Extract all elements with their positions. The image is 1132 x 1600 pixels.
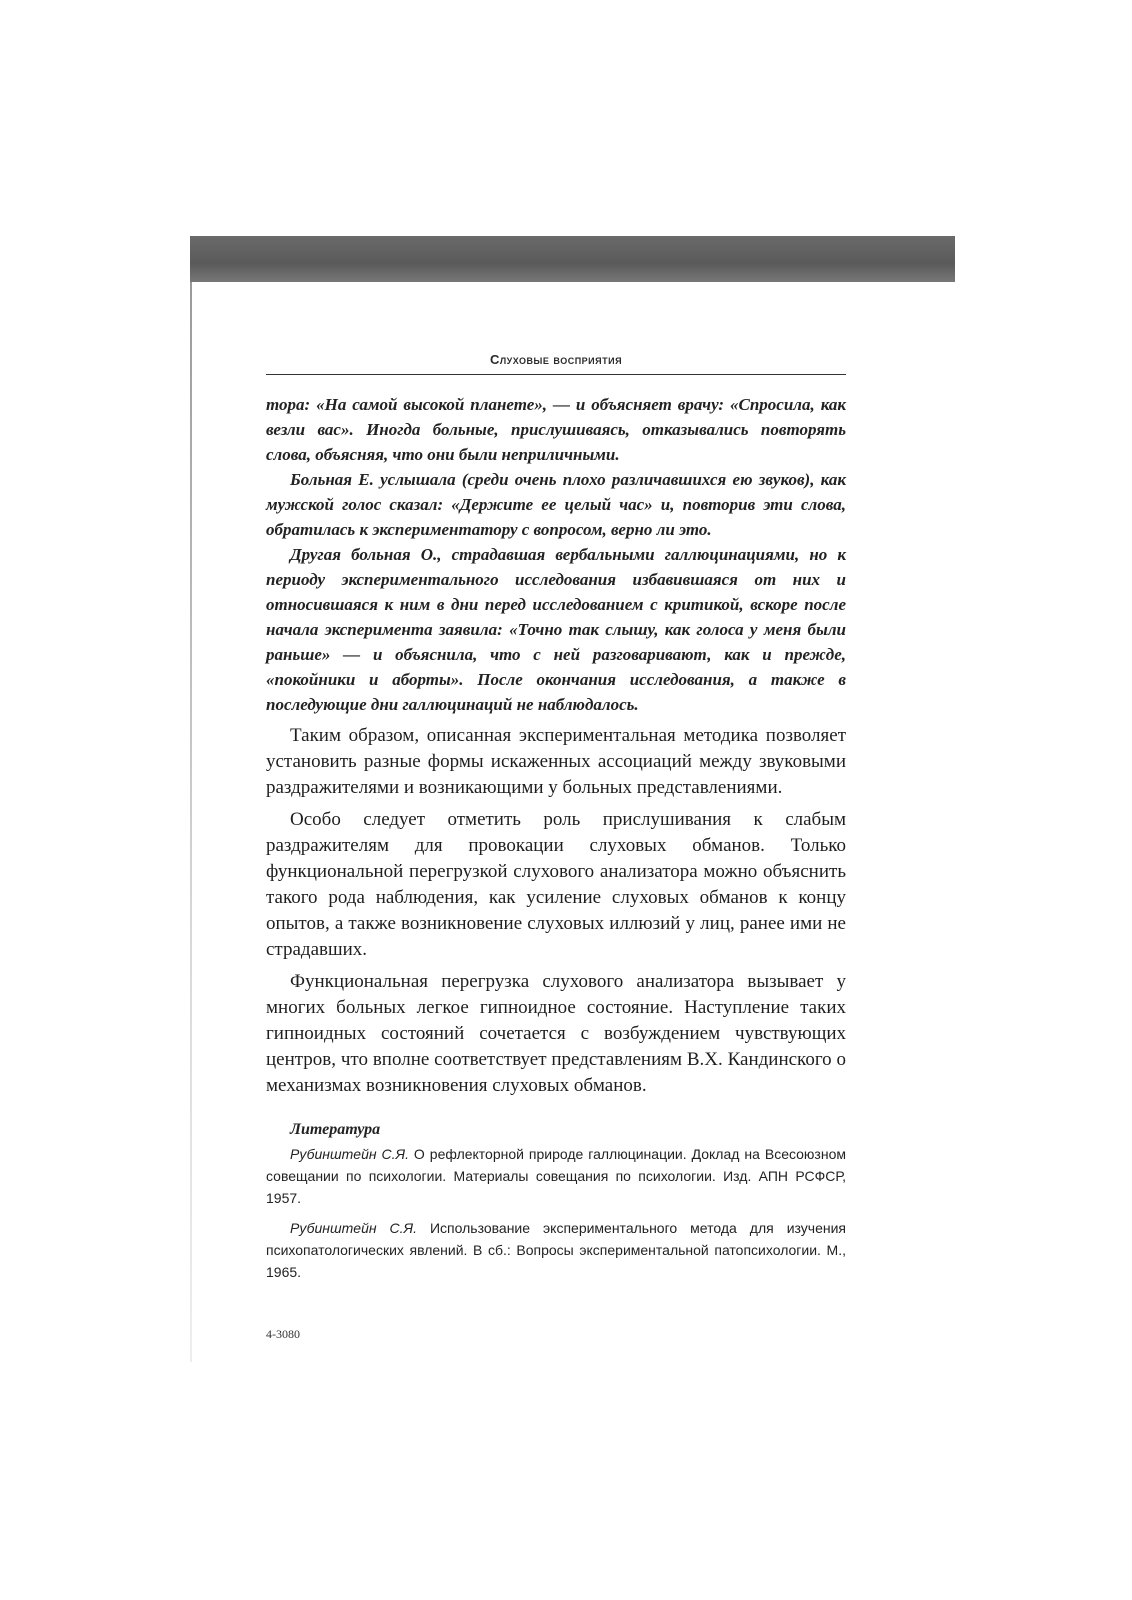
running-head-rule <box>266 374 846 375</box>
italic-paragraph: Другая больная О., страдавшая вербальными галлюцинациями, но к периоду экспериментального исследования избавившаяся от них и относившаяся к ним в дни перед исследованием с критикой, вскоре после начала эксперимента заявила: «Точно так слышу, как голоса у меня были раньше» — и объяснила, что с ней разговаривают, как и прежде, «покойники и аборты». После окончания исследования, а также в последующие дни галлюцинаций не наблюдалось. <box>266 545 846 714</box>
body-paragraph: Особо следует отметить роль прислушивания к слабым раздражителям для провокации слуховых обманов. Только функциональной перегрузкой слухового анализатора можно объяснить такого рода наблюдения, как усиление слуховых обманов к концу опытов, а также возникновение слуховых иллюзий у лиц, ранее ими не страдавших. <box>266 809 846 960</box>
body-paragraph: Таким образом, описанная экспериментальная методика позволяет установить разные формы искаженных ассоциаций между звуковыми раздражителями и возникающими у больных представлениями. <box>266 725 846 798</box>
scan-top-band <box>190 236 955 282</box>
reference-item <box>266 1217 846 1283</box>
reference-author: Рубинштейн С.Я. <box>290 1220 417 1236</box>
reference-text: Использование экспериментального метода для изучения психопатологических явлений. В сб.: Вопросы экспериментальной патопсихологии. М., 1965. <box>266 1220 846 1280</box>
body-text <box>266 392 846 1283</box>
italic-paragraph: Больная Е. услышала (среди очень плохо различавшихся ею звуков), как мужской голос сказал: «Держите ее целый час» и, повторив эти слова, обратилась к экспериментатору с вопросом, верно ли это. <box>266 470 846 539</box>
reference-text: О рефлекторной природе галлюцинации. Доклад на Всесоюзном совещании по психологии. Материалы совещания по психологии. Изд. АПН РСФСР, 1957. <box>266 1146 846 1206</box>
body-paragraph: Функциональная перегрузка слухового анализатора вызывает у многих больных легкое гипноидное состояние. Наступление таких гипноидных состояний сочетается с возбуждением чувствующих центров, что вполне соответствует представлениям В.Х. Кандинского о механизмах возникновения слуховых обманов. <box>266 971 846 1096</box>
printer-signature: 4-3080 <box>266 1327 300 1341</box>
scan-left-edge <box>190 282 192 1362</box>
reference-author: Рубинштейн С.Я. <box>290 1146 409 1162</box>
reference-item <box>266 1143 846 1209</box>
literature-heading: Литература <box>290 1121 381 1138</box>
running-head: Слуховые восприятия <box>489 352 623 367</box>
italic-paragraph: тора: «На самой высокой планете», — и объясняет врачу: «Спросила, как везли вас». Иногда больные, прислушиваясь, отказывались повторять слова, объясняя, что они были неприличными. <box>266 395 846 464</box>
